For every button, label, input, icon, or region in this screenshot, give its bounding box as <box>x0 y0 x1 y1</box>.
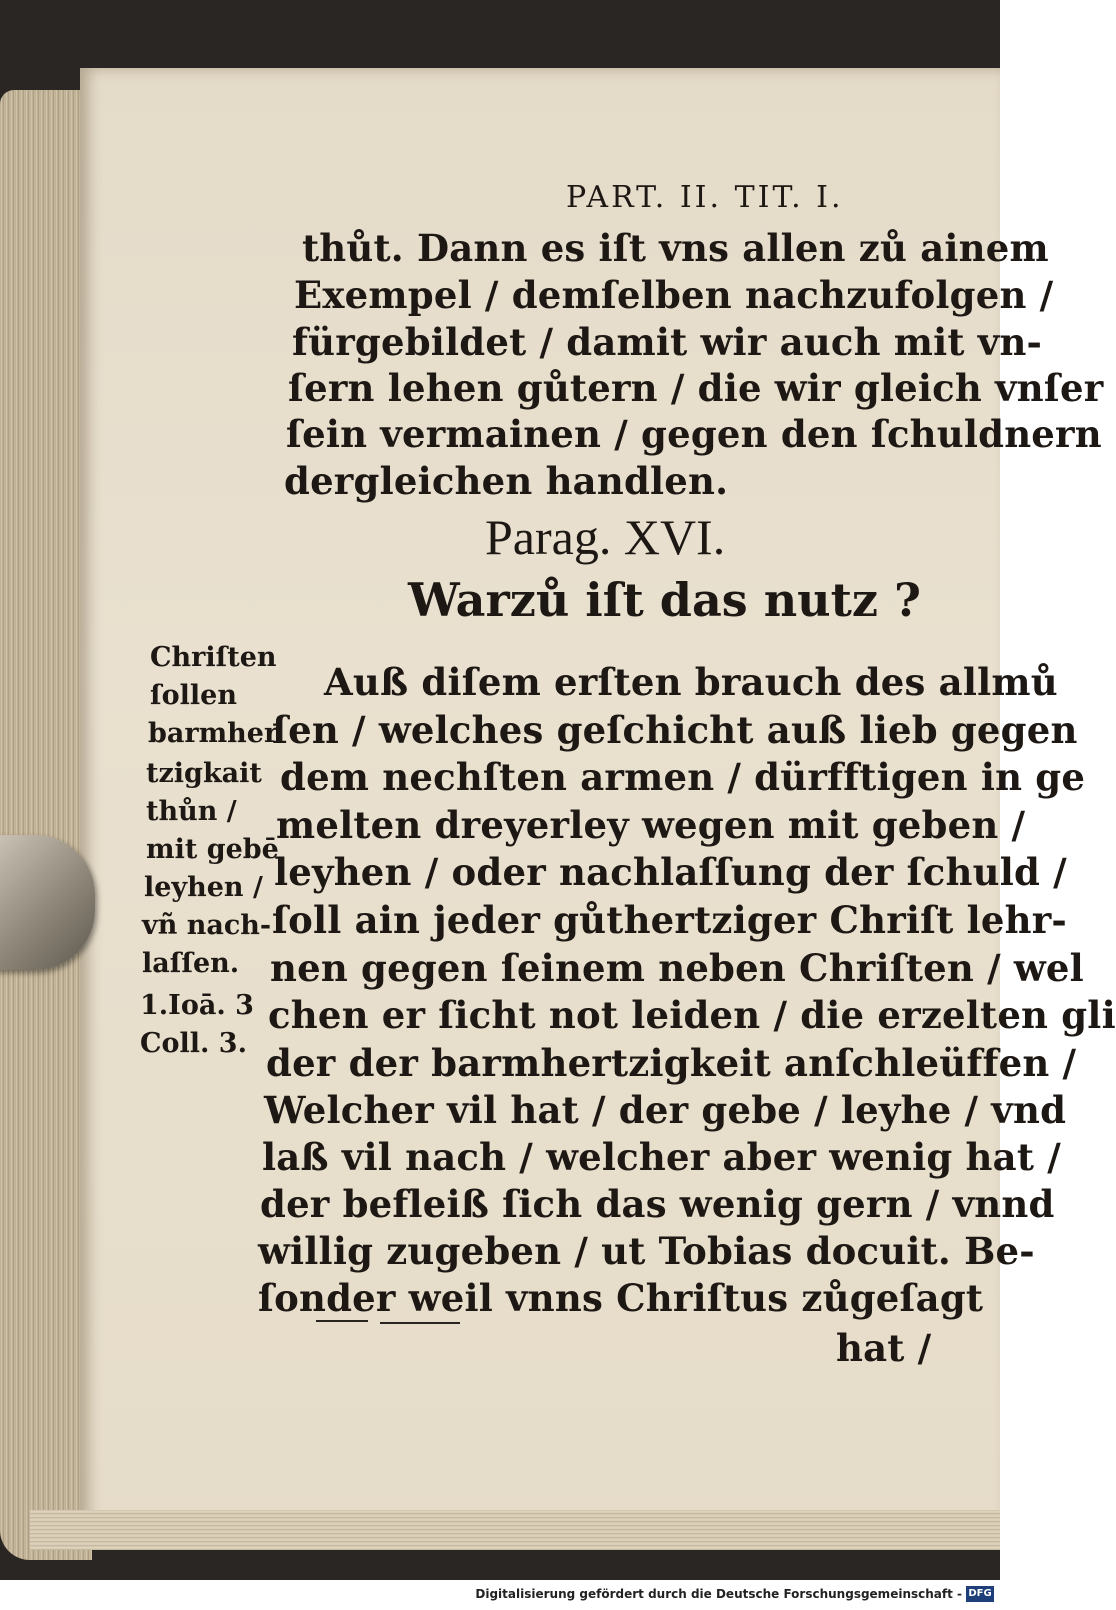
margin-note-line: 1.Ioā. 3 <box>140 990 254 1021</box>
text-line: fürgebildet / damit wir auch mit vn- <box>292 320 1043 364</box>
text-line: ſoll ain jeder gůthertziger Chriſt lehr- <box>272 898 1067 942</box>
text-line: melten dreyerley wegen mit geben / <box>276 803 1026 847</box>
text-line: ſern lehen gůtern / die wir gleich vnſer <box>288 366 1104 410</box>
text-line: Welcher vil hat / der gebe / leyhe / vnd <box>264 1088 1067 1132</box>
margin-note-line: leyhen / <box>144 872 263 903</box>
margin-note-line: tzigkait <box>146 758 262 789</box>
text-line: ſen / welches geſchicht auß lieb gegen <box>272 708 1078 752</box>
text-line: dem nechſten armen / dürfftigen in ge <box>280 755 1086 799</box>
margin-note-line: laſſen. <box>142 948 240 979</box>
text-line: nen gegen ſeinem neben Chriſten / wel <box>270 946 1084 990</box>
text-line: der befleiß ſich das wenig gern / vnnd <box>260 1182 1055 1226</box>
book-page-bottom-edges <box>30 1510 1000 1550</box>
text-line: laß vil nach / welcher aber wenig hat / <box>262 1135 1061 1179</box>
text-line: ſonder weil vnns Chriſtus zůgeſagt <box>258 1276 984 1320</box>
book-page-edges <box>0 90 92 1560</box>
handwritten-underline <box>380 1322 460 1324</box>
text-line: chen er ſicht not leiden / die erzelten gli <box>268 993 1116 1037</box>
handwritten-underline <box>316 1320 368 1322</box>
margin-note-line: ſollen <box>150 680 237 711</box>
text-line: hat / <box>836 1326 932 1370</box>
margin-note-line: barmher <box>148 718 279 749</box>
text-line: Auß diſem erſten brauch des allmů <box>324 660 1058 704</box>
section-title: Warzů iſt das nutz ? <box>408 573 921 627</box>
text-line: willig zugeben / ut Tobias docuit. Be- <box>258 1229 1035 1273</box>
text-line: der der barmhertzigkeit anſchleüffen / <box>266 1041 1077 1085</box>
margin-note-line: Chriſten <box>150 642 277 673</box>
text-line: dergleichen handlen. <box>284 459 729 503</box>
margin-note-line: vñ nach- <box>142 910 272 941</box>
text-line: leyhen / oder nachlaſſung der ſchuld / <box>274 850 1067 894</box>
book-page <box>80 68 1116 1548</box>
text-line: Exempel / demſelben nachzufolgen / <box>294 273 1054 317</box>
margin-note-line: thůn / <box>146 796 237 827</box>
footer-bar <box>0 1580 1000 1610</box>
dfg-logo: DFG <box>966 1586 994 1602</box>
paragraph-number: Parag. XVI. <box>485 509 726 565</box>
footer-credit: Digitalisierung gefördert durch die Deutsche Forschungsgemeinschaft - <box>475 1587 962 1601</box>
running-head: PART. II. TIT. I. <box>566 180 844 215</box>
text-line: thůt. Dann es iſt vns allen zů ainem <box>302 226 1049 270</box>
margin-note-line: mit gebē <box>146 834 279 865</box>
margin-note-line: Coll. 3. <box>140 1028 247 1059</box>
text-line: ſein vermainen / gegen den ſchuldnern <box>286 412 1102 456</box>
